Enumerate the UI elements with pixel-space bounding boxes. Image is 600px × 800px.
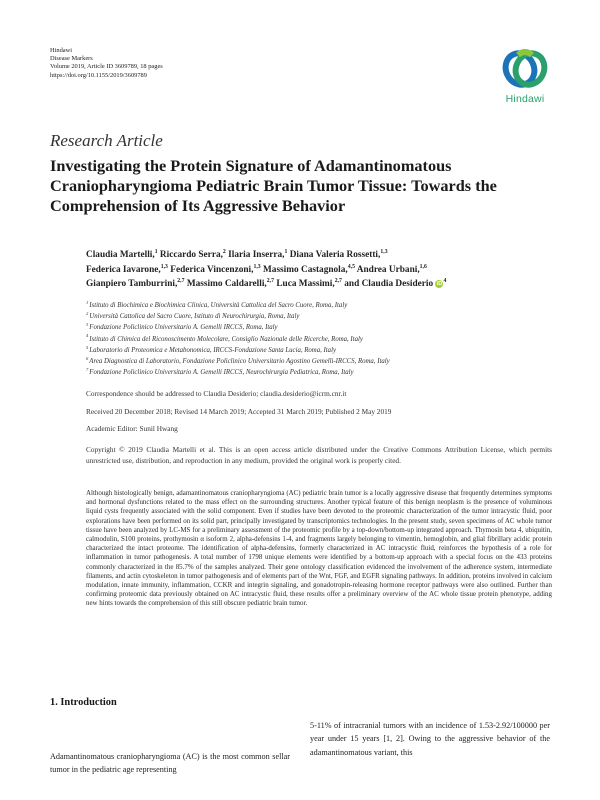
affiliation-item [86,322,556,333]
affiliation-sup: 5 [86,344,89,350]
hindawi-logo-icon [496,45,554,93]
author [276,279,342,289]
author-affiliation-sup: 1 [154,248,158,255]
affiliation-sup: 4 [86,333,89,339]
affiliation-sup: 7 [86,366,89,372]
author-name: Luca Massimi, [276,279,335,289]
author-affiliation-sup: 1,6 [419,263,427,270]
author-affiliation-sup: 2,7 [334,277,342,284]
author-affiliation-sup: 4 [443,277,447,284]
author [263,265,355,275]
author-affiliation-sup: 4,5 [347,263,355,270]
affiliation-list [86,300,556,378]
author-affiliation-sup: 1,3 [253,263,261,270]
author-name: Ilaria Inserra, [228,250,285,260]
academic-editor: Academic Editor: Sunil Hwang [86,424,178,433]
affiliation-text: Università Cattolica del Sacro Cuore, Istituto di Neurochirurgia, Roma, Italy [89,313,300,321]
author [170,265,260,275]
author [86,279,185,289]
affiliation-item [86,334,556,345]
author-name: Massimo Caldarelli, [186,279,267,289]
correspondence-line: Correspondence should be addressed to Claudia Desiderio; claudia.desiderio@icrm.cnr.it [86,389,347,398]
author-name: Federica Vincenzoni, [170,264,254,275]
affiliation-item [86,345,556,356]
volume-line: Volume 2019, Article ID 3609789, 18 pages [50,63,163,71]
affiliation-text: Laboratorio di Proteomica e Metabonomica, IRCCS-Fondazione Santa Lucia, Roma, Italy [89,346,336,354]
author [86,265,168,275]
author [290,250,388,260]
author [187,279,274,289]
journal-name: Disease Markers [50,55,93,63]
author-name: Massimo Castagnola, [263,264,348,275]
affiliation-text: Istituto di Biochimica e Biochimica Clinica, Università Cattolica del Sacro Cuore, Roma, Italy [89,302,348,309]
author [344,279,446,289]
journal-meta [50,47,163,80]
article-title: Investigating the Protein Signature of Adamantinomatous Craniopharyngioma Pediatric Brain Tumor Tissue: Towards the Comprehension of Its Aggressive Behavior [50,156,497,215]
author-list [86,248,556,292]
author-name: Claudia Martelli, [86,250,155,260]
author-name: Gianpiero Tamburrini, [86,279,178,289]
history-dates: Received 20 December 2018; Revised 14 March 2019; Accepted 31 March 2019; Published 2 May 2019 [86,407,392,416]
author [357,265,427,275]
author-name: Riccardo Serra, [159,250,223,260]
affiliation-text: Fondazione Policlinico Universitario A. Gemelli IRCCS, Neurochirurgia Pediatrica, Roma, Italy [89,369,354,377]
orcid-icon[interactable]: iD [436,280,443,287]
article-type: Research Article [50,131,163,150]
affiliation-text: Area Diagnostica di Laboratorio, Fondazione Policlinico Universitario Agostino Gemelli-IRCCS, Roma, Italy [89,358,390,366]
author [228,250,287,260]
logo-wordmark: Hindawi [505,93,545,105]
publisher-name: Hindawi [50,47,73,54]
author-name: Andrea Urbani, [356,264,420,275]
author-name: and Claudia Desiderio [344,279,434,289]
hindawi-logo [496,45,554,111]
affiliation-item [86,311,556,322]
affiliation-item [86,356,556,367]
doi-link[interactable]: https://doi.org/10.1155/2019/3609789 [50,71,147,79]
author-affiliation-sup: 2,7 [177,277,185,284]
affiliation-sup: 3 [86,322,89,328]
affiliation-item [86,300,556,311]
section-heading-introduction: 1. Introduction [50,697,117,708]
abstract: Although histologically benign, adamantinomatous craniopharyngioma (AC) pediatric brain tumor is a locally aggressive disease that frequently determines symptoms and hormonal dysfunctions related to the mass effect on the surrounding structures. Another typical feature of this benign neoplasm is the presence of voluminous liquid cysts frequently associated with the solid component. Even if studies have been devoted to the proteomic characterization of the tumor intracystic fluid, poor explorations have been performed on its solid part, principally investigated by transcriptomics technologies. In the present study, seven specimens of AC whole tumor tissue have been analyzed by LC-MS for a preliminary assessment of the proteomic profile by a top-down/bottom-up integrated approach. Thymosin beta 4, ubiquitin, calmodulin, S100 proteins, prothymosin α isoform 2, alpha-defensins 1-4, and fragments largely belonging to vimentin, hemoglobin, and glial fibrillary acidic protein characterized the intact proteome. The identification of alpha-defensins, formerly characterized in AC intracystic fluid, reinforces the hypothesis of a role for inflammation in tumor pathogenesis. A total number of 1798 unique elements were identified by a bottom-up approach with a special focus on the 433 proteins commonly characterized in the 85.7% of the samples analyzed. Their gene ontology classification evidenced the involvement of the adherence system, intermediate filaments, and actin cytoskeleton in tumor pathogenesis and of elements part of the Wnt, FGF, and EGFR signaling pathways. In addition, proteins involved in calcium modulation, innate immunity, inflammation, CCKR and integrin signaling, and gonadotropin-releasing hormone receptor pathways were also outlined. Further than confirming proteomic data previously obtained on AC intracystic fluid, these results offer a preliminary overview of the AC whole tissue protein phenotype, adding new hints towards the comprehension of this still obscure pediatric brain tumor. [86,489,552,608]
affiliation-sup: 1 [86,299,89,305]
intro-right-column: 5-11% of intracranial tumors with an incidence of 1.53-2.92/100000 per year under 15 years [1, 2]. Owing to the aggressive behavior of the adamantinomatous variant, this [310,721,550,757]
affiliation-text: Fondazione Policlinico Universitario A. Gemelli IRCCS, Roma, Italy [89,324,278,332]
author-name: Federica Iavarone, [86,264,161,275]
author [86,250,158,260]
author-affiliation-sup: 2 [222,248,226,255]
intro-left-column: Adamantinomatous craniopharyngioma (AC) is the most common sellar tumor in the pediatric age representing [50,752,290,775]
copyright-notice: Copyright © 2019 Claudia Martelli et al. This is an open access article distributed under the Creative Commons Attribution License, which permits unrestricted use, distribution, and reproduction in any medium, provided the original work is properly cited. [86,445,552,465]
author-name: Diana Valeria Rossetti, [289,250,381,260]
author-affiliation-sup: 1,3 [380,248,388,255]
affiliation-item [86,367,556,378]
affiliation-sup: 2 [86,310,89,316]
author [160,250,226,260]
author-affiliation-sup: 2,7 [266,277,274,284]
author-affiliation-sup: 1,3 [160,263,168,270]
author-affiliation-sup: 1 [284,248,288,255]
affiliation-text: Istituto di Chimica del Riconoscimento Molecolare, Consiglio Nazionale delle Ricerche, Roma, Italy [89,335,363,343]
affiliation-sup: 6 [86,355,89,361]
